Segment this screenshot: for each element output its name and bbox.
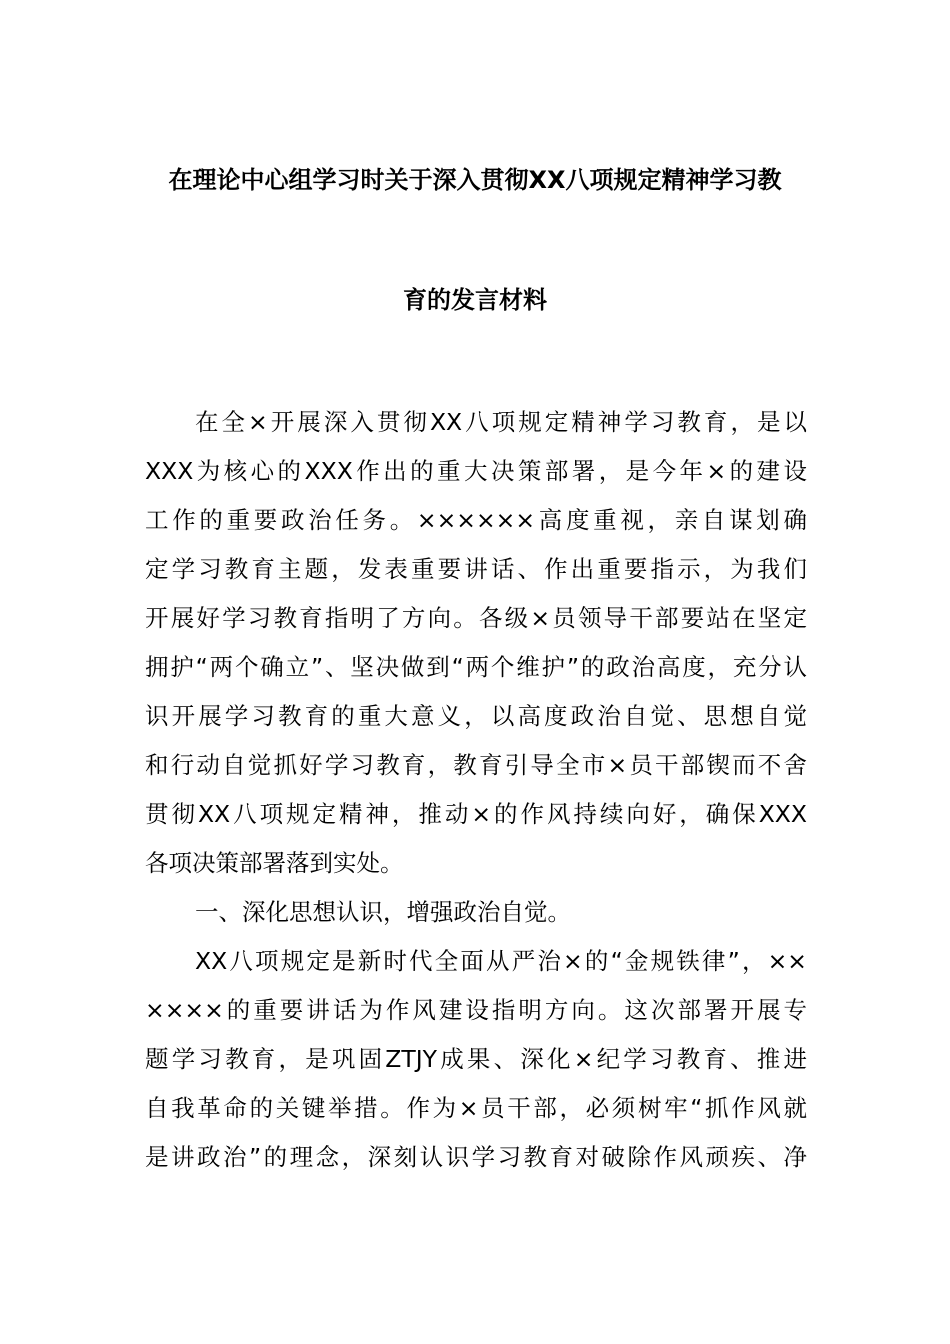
body-line-13: ××××的重要讲话为作风建设指明方向。这次部署开展专 <box>145 996 807 1024</box>
body-line-5: 开展好学习教育指明了方向。各级×员领导干部要站在坚定 <box>145 604 807 632</box>
body-line-2: XXX为核心的XXX作出的重大决策部署，是今年×的建设 <box>145 457 807 485</box>
body-line-4: 定学习教育主题，发表重要讲话、作出重要指示，为我们 <box>145 555 807 583</box>
section-heading-1: 一、深化思想认识，增强政治自觉。 <box>195 898 571 926</box>
document-title-line-2: 育的发言材料 <box>403 286 547 314</box>
body-line-6: 拥护“两个确立”、坚决做到“两个维护”的政治高度，充分认 <box>145 653 807 681</box>
body-line-8: 和行动自觉抓好学习教育，教育引导全市×员干部锲而不舍 <box>145 751 807 779</box>
body-line-7: 识开展学习教育的重大意义，以高度政治自觉、思想自觉 <box>145 702 807 730</box>
document-title-line-1: 在理论中心组学习时关于深入贯彻XX八项规定精神学习教 <box>168 166 782 194</box>
body-line-15: 自我革命的关键举措。作为×员干部，必须树牢“抓作风就 <box>145 1094 807 1122</box>
body-line-16: 是讲政治”的理念，深刻认识学习教育对破除作风顽疾、净 <box>145 1143 807 1171</box>
body-line-1: 在全×开展深入贯彻XX八项规定精神学习教育，是以 <box>195 408 807 436</box>
body-line-12: XX八项规定是新时代全面从严治×的“金规铁律”，×× <box>195 947 807 975</box>
body-line-3: 工作的重要政治任务。××××××高度重视，亲自谋划确 <box>145 506 807 534</box>
body-line-10: 各项决策部署落到实处。 <box>145 849 404 877</box>
body-line-9: 贯彻XX八项规定精神，推动×的作风持续向好，确保XXX <box>145 800 807 828</box>
body-line-14: 题学习教育，是巩固ZTJY成果、深化×纪学习教育、推进 <box>145 1045 807 1073</box>
